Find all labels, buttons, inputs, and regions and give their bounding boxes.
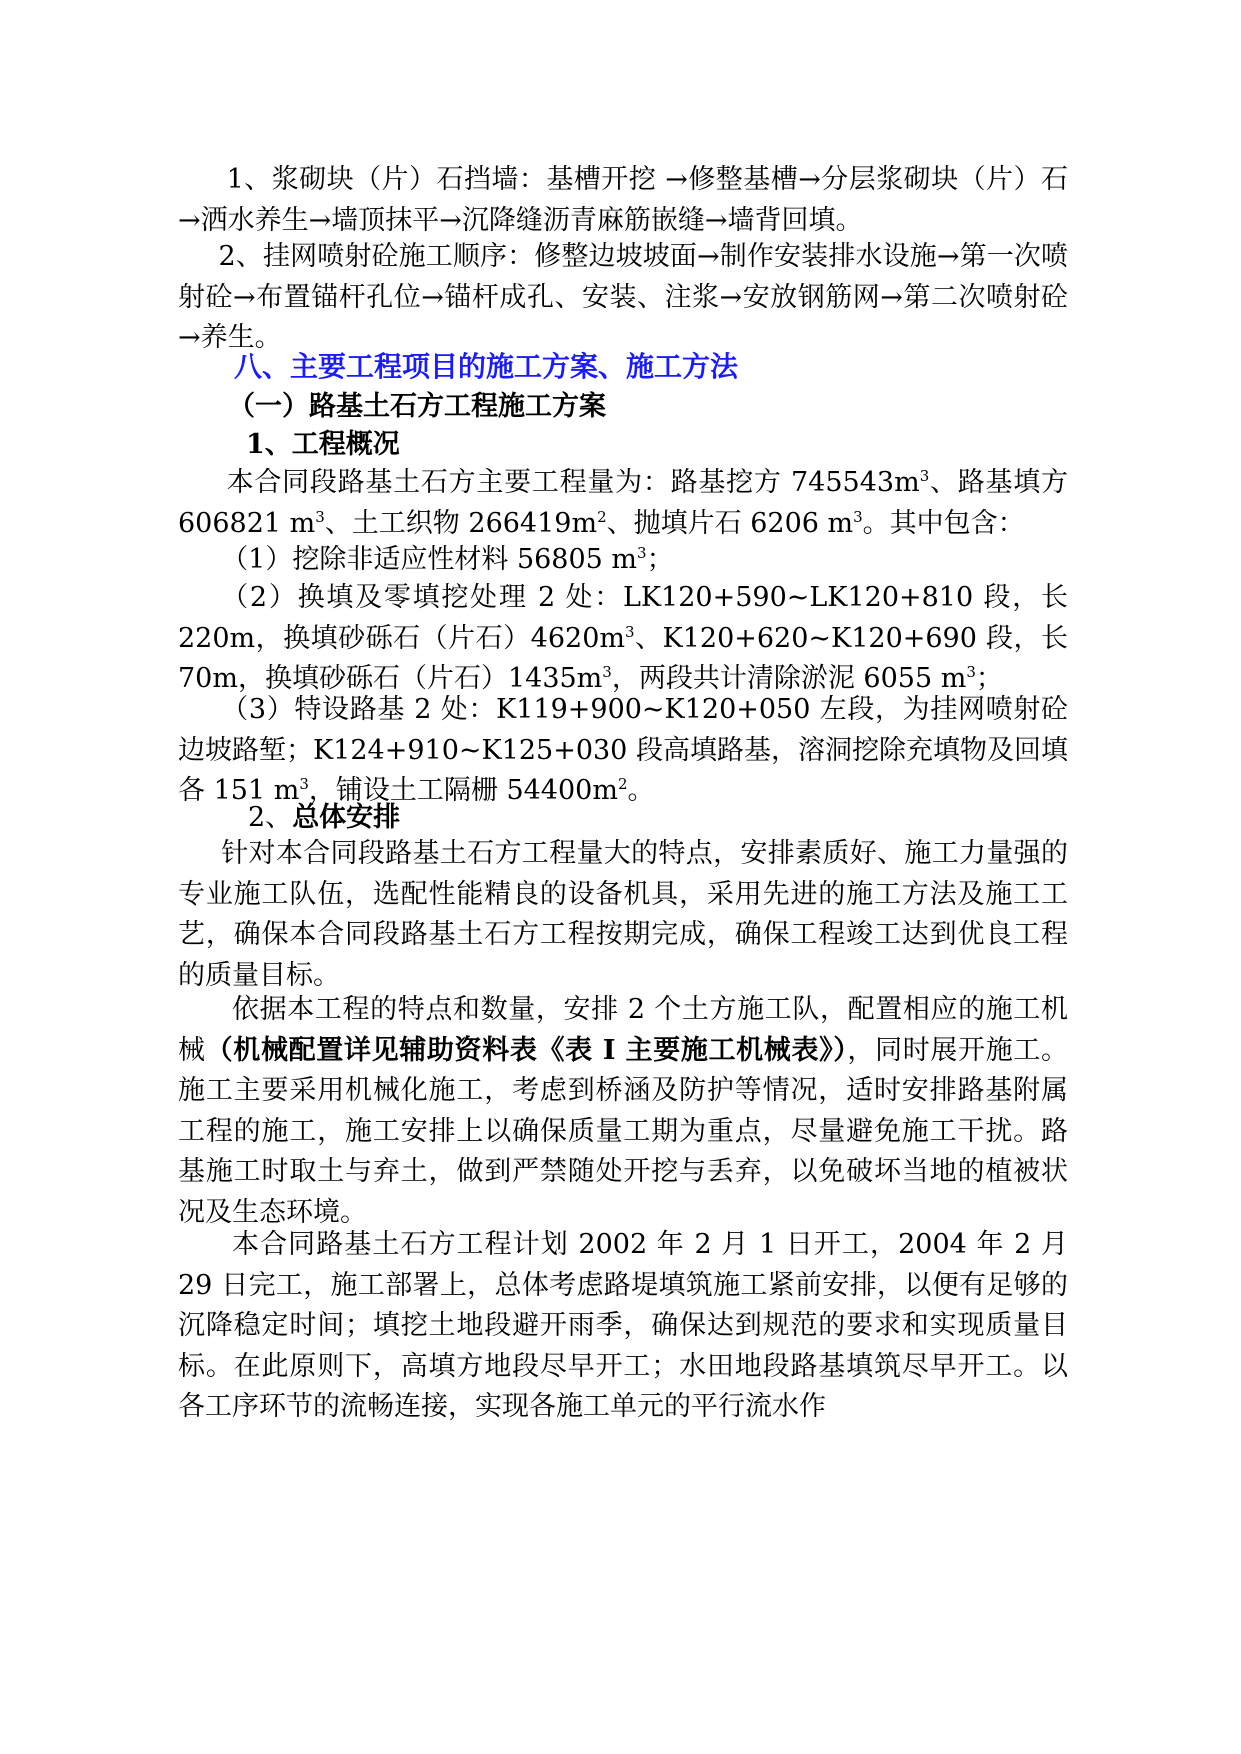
text-span: ，铺设土工隔栅 54400m [308,775,618,807]
superscript: 3 [602,663,612,682]
superscript: 3 [315,507,325,526]
text-span: 、路基填方 606821 m [178,467,1069,539]
text-span: 依据本工程的特点和数量，安排 2 个土方施工队，配置相应的施工机械 [178,994,1068,1066]
heading-text: 总体安排 [292,802,401,833]
text-span: ，两段共计清除淤泥 6055 m [611,663,967,695]
paragraph-shotcrete-sequence [178,237,1068,359]
text-span: 本合同路基土石方工程计划 2002 年 2 月 1 日开工，2004 年 2 月 29 日完工，施工部署上，总体考虑路堤填筑施工紧前安排，以便有足够的沉降稳定时间；填挖土地段避开雨季，确保达到规范的要求和实现质量目标。在此原则下，高填方地段尽早开工；水田地段路基填筑尽早开工。以各工序环节的流畅连接，实现各施工单元的平行流水作 [178,1229,1068,1423]
paragraph-retaining-wall [178,160,1068,241]
subsection-heading-1: （一）路基土石方工程施工方案 [228,391,606,422]
superscript: 2 [597,507,607,526]
paragraph-schedule [178,1225,1068,1428]
superscript: 3 [625,622,635,641]
text-span: 、抛填片石 6206 m [606,507,854,539]
text-span: ； [975,663,1003,695]
text-span: （3）特设路基 2 处：K119+900~K120+050 左段，为挂网喷射砼边坡路堑；K124+910~K125+030 段高填路基，溶洞挖除充填物及回填各 151 m [178,694,1068,807]
paragraph-overview [178,463,1068,544]
superscript: 3 [919,467,930,485]
text-span: 针对本合同段路基土石方工程量大的特点，安排素质好、施工力量强的专业施工队伍，选配性能精良的设备机具，采用先进的施工方法及施工工艺，确保本合同段路基土石方工程按期完成，确保工程竣工达到优良工程的质量目标。 [178,838,1068,991]
heading-overall-arrangement [178,798,1138,838]
superscript: 3 [853,507,863,526]
superscript: 3 [637,544,647,562]
bold-reference: （机械配置详见辅助资料表《表 I 主要施工机械表》） [205,1034,848,1066]
text-span: 。 [627,775,655,807]
paragraph-arrangement-2 [178,990,1068,1234]
list-item-2 [178,578,1068,700]
paragraph-text: 2、挂网喷射砼施工顺序：修整边坡坡面→制作安装排水设施→第一次喷射砼→布置锚杆孔位→锚杆成孔、安装、注浆→安放钢筋网→第二次喷射砼→养生。 [178,241,1068,354]
heading-project-overview: 1、工程概况 [246,429,400,460]
text-span: （1）挖除非适应性材料 56805 m [221,544,638,575]
text-span: ； [646,544,674,575]
list-item-1 [178,540,1068,581]
superscript: 3 [299,775,309,794]
paragraph-text: 1、浆砌块（片）石挡墙：基槽开挖 →修整基槽→分层浆砌块（片）石→洒水养生→墙顶抹平→沉降缝沥青麻筋嵌缝→墙背回填。 [178,164,1068,236]
heading-number: 2、 [248,802,293,833]
text-span: 、K120+620~K120+690 段，长 70m，换填砂砾石（片石）1435m [178,622,1068,695]
text-span: ，同时展开施工。施工主要采用机械化施工，考虑到桥涵及防护等情况，适时安排路基附属工程的施工，施工安排上以确保质量工期为重点，尽量避免施工干扰。路基施工时取土与弃土，做到严禁随处开挖与丢弃，以免破坏当地的植被状况及生态环境。 [178,1034,1068,1228]
text-span: 、土工织物 266419m [324,507,598,539]
paragraph-arrangement-1 [178,834,1068,996]
text-span: （2）换填及零填挖处理 2 处：LK120+590~LK120+810 段，长 220m，换填砂砾石（片石）4620m [178,582,1068,654]
superscript: 2 [617,775,628,794]
section-heading-8: 八、主要工程项目的施工方案、施工方法 [234,350,739,383]
list-item-3 [178,690,1068,812]
text-span: 本合同段路基土石方主要工程量为：路基挖方 745543m [226,467,920,498]
superscript: 3 [966,663,976,682]
text-span: 。其中包含： [862,507,1025,539]
